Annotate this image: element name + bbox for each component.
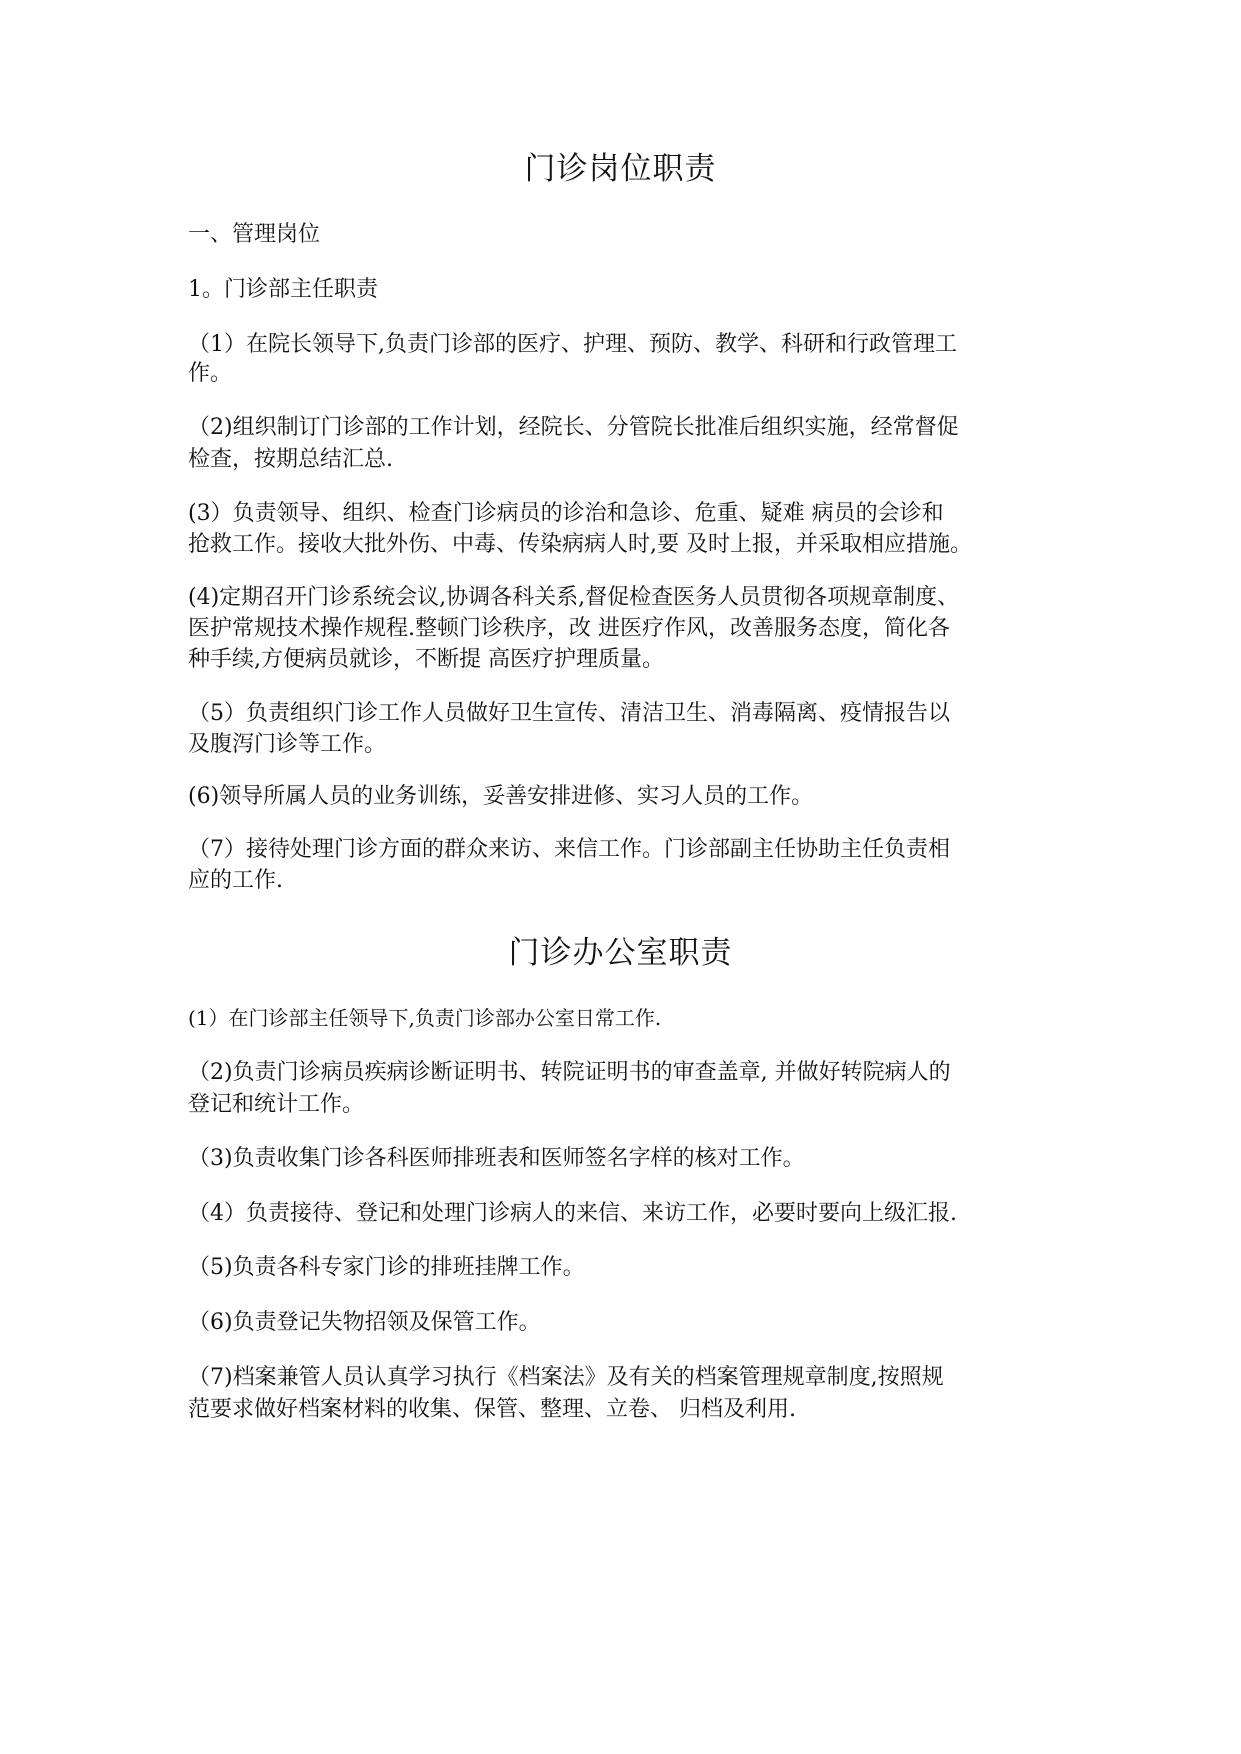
- director-item-3-line-2: 抢救工作。接收大批外伤、中毒、传染病病人时,要 及时上报，并采取相应措施。: [188, 532, 972, 557]
- office-item-2-line-1: （2)负责门诊病员疾病诊断证明书、转院证明书的审查盖章, 并做好转院病人的: [188, 1060, 951, 1085]
- director-item-6-line-1: (6)领导所属人员的业务训练，妥善安排进修、实习人员的工作。: [188, 784, 814, 809]
- office-item-1-line-1: (1）在门诊部主任领导下,负责门诊部办公室日常工作.: [188, 1006, 662, 1030]
- office-item-6-line-1: （6)负责登记失物招领及保管工作。: [188, 1310, 541, 1335]
- director-duties-heading: 1。门诊部主任职责: [188, 277, 378, 302]
- director-item-1-line-1: （1）在院长领导下,负责门诊部的医疗、护理、预防、教学、科研和行政管理工: [188, 332, 957, 357]
- director-item-4-line-2: 医护常规技术操作规程.整顿门诊秩序，改 进医疗作风，改善服务态度，简化各: [188, 616, 950, 641]
- director-item-5-line-2: 及腹泻门诊等工作。: [188, 732, 387, 757]
- director-item-5-line-1: （5）负责组织门诊工作人员做好卫生宣传、清洁卫生、消毒隔离、疫情报告以: [188, 701, 950, 726]
- director-item-3-line-1: (3）负责领导、组织、检查门诊病员的诊治和急诊、危重、疑难 病员的会诊和: [188, 501, 944, 526]
- director-item-2-line-2: 检查，按期总结汇总.: [188, 447, 393, 472]
- office-item-3-line-1: （3)负责收集门诊各科医师排班表和医师签名字样的核对工作。: [188, 1146, 805, 1171]
- director-item-7-line-2: 应的工作.: [188, 868, 283, 893]
- office-item-2-line-2: 登记和统计工作。: [188, 1092, 365, 1117]
- office-duties-title: 门诊办公室职责: [508, 935, 733, 971]
- section-heading: 一、管理岗位: [188, 222, 321, 247]
- director-item-1-line-2: 作。: [188, 361, 233, 386]
- director-item-7-line-1: （7）接待处理门诊方面的群众来访、来信工作。门诊部副主任协助主任负责相: [188, 837, 950, 862]
- director-item-4-line-1: (4)定期召开门诊系统会议,协调各科关系,督促检查医务人员贯彻各项规章制度、: [188, 585, 960, 610]
- director-item-4-line-3: 种手续,方便病员就诊，不断提 高医疗护理质量。: [188, 647, 664, 672]
- document-title: 门诊岗位职责: [524, 151, 717, 187]
- office-item-4-line-1: （4）负责接待、登记和处理门诊病人的来信、来访工作，必要时要向上级汇报.: [188, 1201, 957, 1226]
- office-item-7-line-2: 范要求做好档案材料的收集、保管、整理、立卷、 归档及利用.: [188, 1397, 796, 1422]
- director-item-2-line-1: （2)组织制订门诊部的工作计划，经院长、分管院长批准后组织实施，经常督促: [188, 415, 959, 440]
- office-item-5-line-1: （5)负责各科专家门诊的排班挂牌工作。: [188, 1255, 585, 1280]
- office-item-7-line-1: （7)档案兼管人员认真学习执行《档案法》及有关的档案管理规章制度,按照规: [188, 1365, 944, 1390]
